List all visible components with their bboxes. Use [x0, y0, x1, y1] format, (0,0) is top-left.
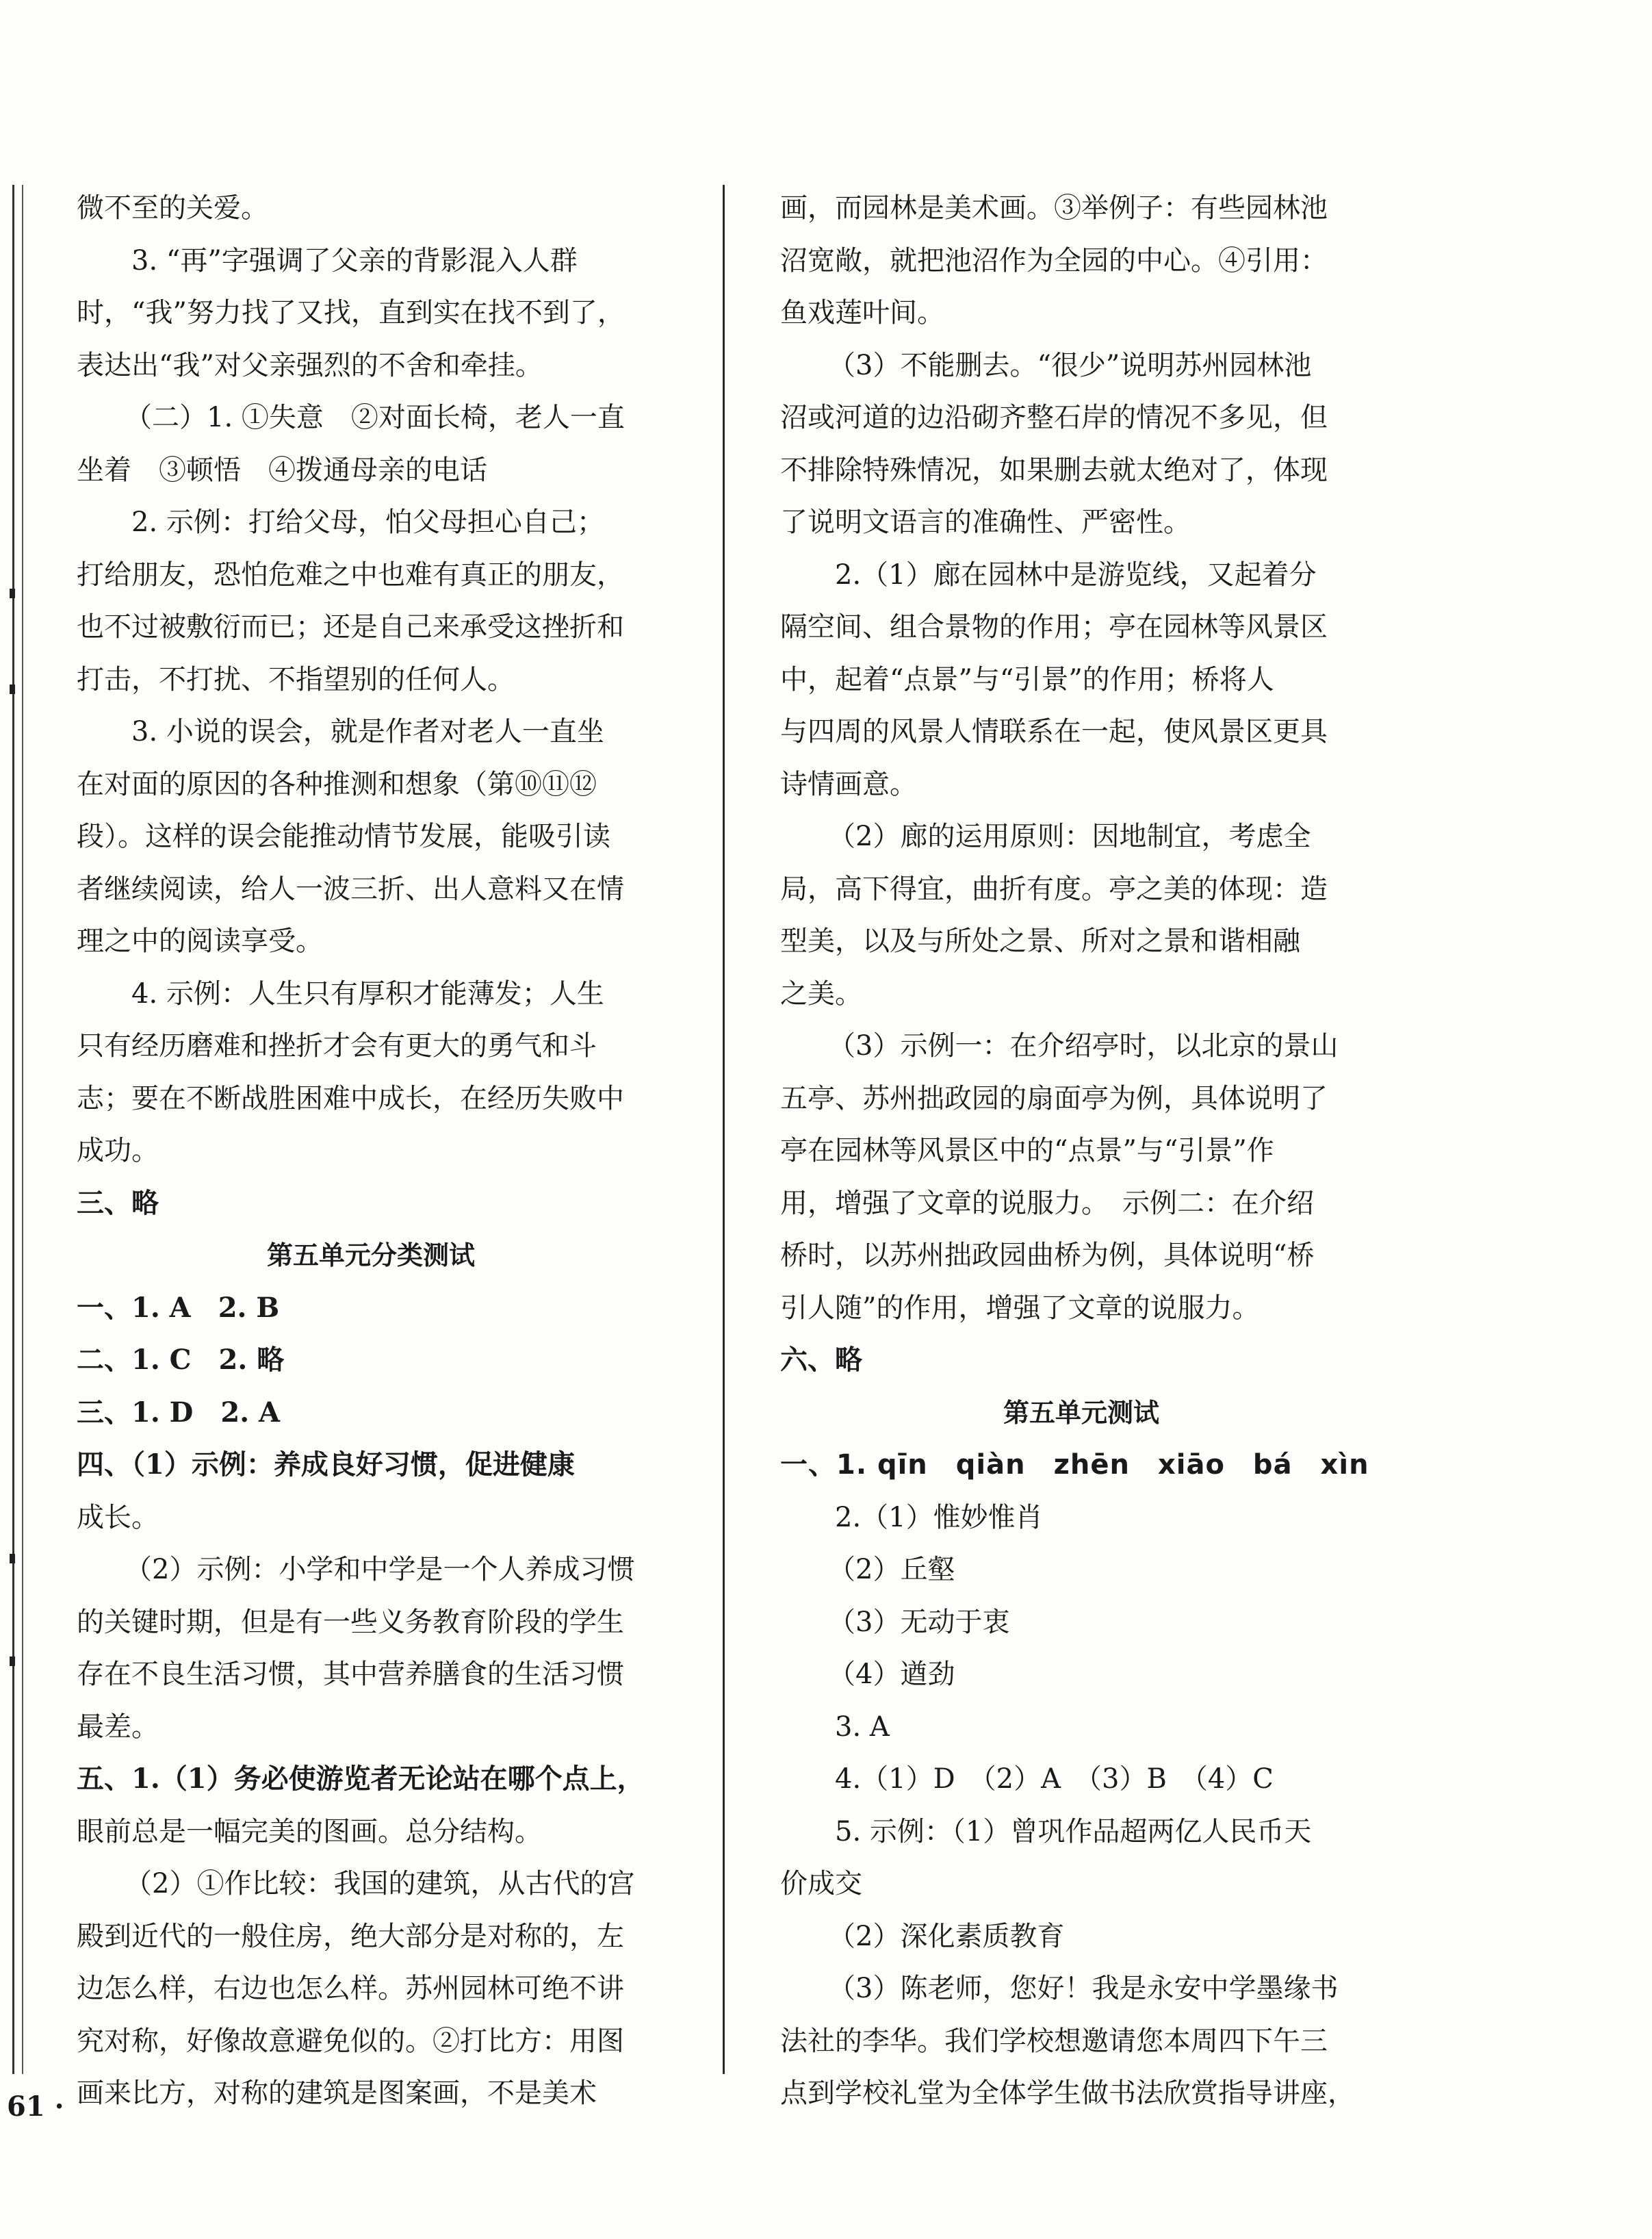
text-line: 殿到近代的一般住房，绝大部分是对称的，左 — [77, 1920, 624, 1952]
text-line: 成功。 — [77, 1135, 159, 1166]
text-line: （4）遒劲 — [828, 1659, 955, 1690]
text-line: 边怎么样，右边也怎么样。苏州园林可绝不讲 — [77, 1973, 624, 2004]
section-heading: 第五单元测试 — [1003, 1397, 1159, 1428]
text-line: （3）无动于衷 — [828, 1606, 1010, 1638]
left-text-column — [77, 182, 665, 2120]
text-line: 诗情画意。 — [780, 768, 917, 800]
text-line: 志；要在不断战胜困难中成长，在经历失败中 — [77, 1082, 624, 1114]
text-line: 隔空间、组合景物的作用；亭在园林等风景区 — [780, 611, 1328, 643]
text-line: 了说明文语言的准确性、严密性。 — [780, 507, 1191, 538]
text-line: 最差。 — [77, 1711, 159, 1743]
text-line: 坐着 ③顿悟 ④拨通母亲的电话 — [77, 454, 487, 486]
text-line: 微不至的关爱。 — [77, 192, 268, 224]
text-line: （二）1. ①失意 ②对面长椅，老人一直 — [125, 402, 625, 433]
text-line: 局，高下得宜，曲折有度。亭之美的体现：造 — [780, 873, 1328, 905]
text-line: 三、1. D 2. A — [77, 1396, 281, 1429]
text-line: 3. 小说的误会，就是作者对老人一直坐 — [131, 716, 604, 747]
text-line: 也不过被敷衍而已；还是自己来承受这挫折和 — [77, 611, 624, 643]
text-line: 3. “再”字强调了父亲的背影混入人群 — [131, 244, 578, 277]
text-line: 2.（1）廊在园林中是游览线，又起着分 — [835, 559, 1317, 591]
text-line: 桥时，以苏州拙政园曲桥为例，具体说明“桥 — [780, 1240, 1315, 1271]
text-line: 3. A — [835, 1711, 890, 1743]
text-line: 五亭、苏州拙政园的扇面亭为例，具体说明了 — [780, 1082, 1328, 1114]
text-line: 价成交 — [780, 1868, 862, 1899]
page-number: 61 · — [7, 2090, 64, 2123]
text-line: 画来比方，对称的建筑是图案画，不是美术 — [77, 2077, 597, 2109]
text-line: 表达出“我”对父亲强烈的不舍和牵挂。 — [77, 349, 543, 381]
text-line: （3）示例一：在介绍亭时，以北京的景山 — [828, 1030, 1339, 1062]
text-line: 打给朋友，恐怕危难之中也难有真正的朋友， — [77, 559, 624, 591]
text-line: 成长。 — [77, 1501, 159, 1533]
text-line: 四、（1）示例：养成良好习惯，促进健康 — [77, 1448, 575, 1481]
text-line: 究对称，好像故意避免似的。②打比方：用图 — [77, 2025, 624, 2057]
text-line: 亭在园林等风景区中的“点景”与“引景”作 — [780, 1135, 1274, 1166]
text-line: 六、略 — [780, 1344, 862, 1376]
text-line: 用，增强了文章的说服力。 示例二：在介绍 — [780, 1187, 1314, 1219]
text-line: 之美。 — [780, 977, 862, 1010]
text-line: 眼前总是一幅完美的图画。总分结构。 — [77, 1815, 542, 1847]
text-line: 鱼戏莲叶间。 — [780, 297, 944, 329]
binding-margin-line-inner — [22, 185, 23, 2074]
text-line: 5. 示例：（1）曾巩作品超两亿人民币天 — [835, 1815, 1312, 1847]
section-heading: 第五单元分类测试 — [266, 1240, 475, 1270]
text-line: 点到学校礼堂为全体学生做书法欣赏指导讲座， — [780, 2077, 1355, 2109]
text-line: 沼宽敞，就把池沼作为全园的中心。④引用： — [780, 244, 1328, 277]
text-line: 引人随”的作用，增强了文章的说服力。 — [780, 1292, 1260, 1324]
text-line: 打击，不打扰、不指望别的任何人。 — [77, 663, 515, 695]
text-line: （3）不能删去。“很少”说明苏州园林池 — [828, 349, 1312, 381]
text-line: 一、1. qīn qiàn zhēn xiāo bá xìn — [780, 1449, 1369, 1481]
column-divider — [723, 185, 725, 2074]
text-line: 存在不良生活习惯，其中营养膳食的生活习惯 — [77, 1659, 624, 1690]
text-line: 只有经历磨难和挫折才会有更大的勇气和斗 — [77, 1030, 597, 1062]
text-line: 法社的李华。我们学校想邀请您本周四下午三 — [780, 2025, 1328, 2057]
text-line: 画，而园林是美术画。③举例子：有些园林池 — [780, 192, 1328, 224]
margin-tick-mark — [10, 685, 15, 694]
binding-margin-line — [12, 185, 14, 2074]
text-line: （2）①作比较：我国的建筑，从古代的宫 — [125, 1868, 635, 1899]
margin-tick-mark — [10, 1656, 15, 1666]
margin-tick-mark — [10, 589, 15, 598]
text-line: 2.（1）惟妙惟肖 — [835, 1501, 1043, 1533]
text-line: 理之中的阅读享受。 — [77, 925, 323, 957]
text-line: 中，起着“点景”与“引景”的作用；桥将人 — [780, 663, 1274, 695]
margin-tick-mark — [10, 1554, 15, 1563]
text-line: 沼或河道的边沿砌齐整石岸的情况不多见，但 — [780, 402, 1328, 433]
text-line: （2）丘壑 — [828, 1554, 955, 1585]
text-line: 时，“我”努力找了又找，直到实在找不到了， — [77, 297, 625, 329]
right-text-column — [780, 182, 1382, 2120]
text-line: 一、1. A 2. B — [77, 1291, 280, 1324]
text-line: 的关键时期，但是有一些义务教育阶段的学生 — [77, 1606, 624, 1638]
text-line: 与四周的风景人情联系在一起，使风景区更具 — [780, 716, 1328, 747]
text-line: 不排除特殊情况，如果删去就太绝对了，体现 — [780, 454, 1328, 486]
text-line: 型美，以及与所处之景、所对之景和谐相融 — [780, 925, 1300, 957]
text-line: 二、1. C 2. 略 — [77, 1344, 285, 1376]
text-line: 段）。这样的误会能推动情节发展，能吸引读 — [77, 821, 610, 852]
text-line: （3）陈老师，您好！我是永安中学墨缘书 — [828, 1973, 1339, 2004]
text-line: 4.（1）D （2）A （3）B （4）C — [835, 1763, 1274, 1795]
text-line: 五、1.（1）务必使游览者无论站在哪个点上， — [77, 1763, 645, 1795]
text-line: （2）廊的运用原则：因地制宜，考虑全 — [828, 821, 1311, 852]
text-line: 2. 示例：打给父母，怕父母担心自己； — [131, 507, 604, 538]
text-line: 在对面的原因的各种推测和想象（第⑩⑪⑫ — [77, 768, 597, 800]
text-line: 4. 示例：人生只有厚积才能薄发；人生 — [131, 977, 604, 1010]
text-line: （2）深化素质教育 — [828, 1920, 1065, 1952]
text-line: 三、略 — [77, 1186, 159, 1219]
text-line: （2）示例：小学和中学是一个人养成习惯 — [125, 1554, 635, 1585]
text-line: 者继续阅读，给人一波三折、出人意料又在情 — [77, 873, 624, 905]
